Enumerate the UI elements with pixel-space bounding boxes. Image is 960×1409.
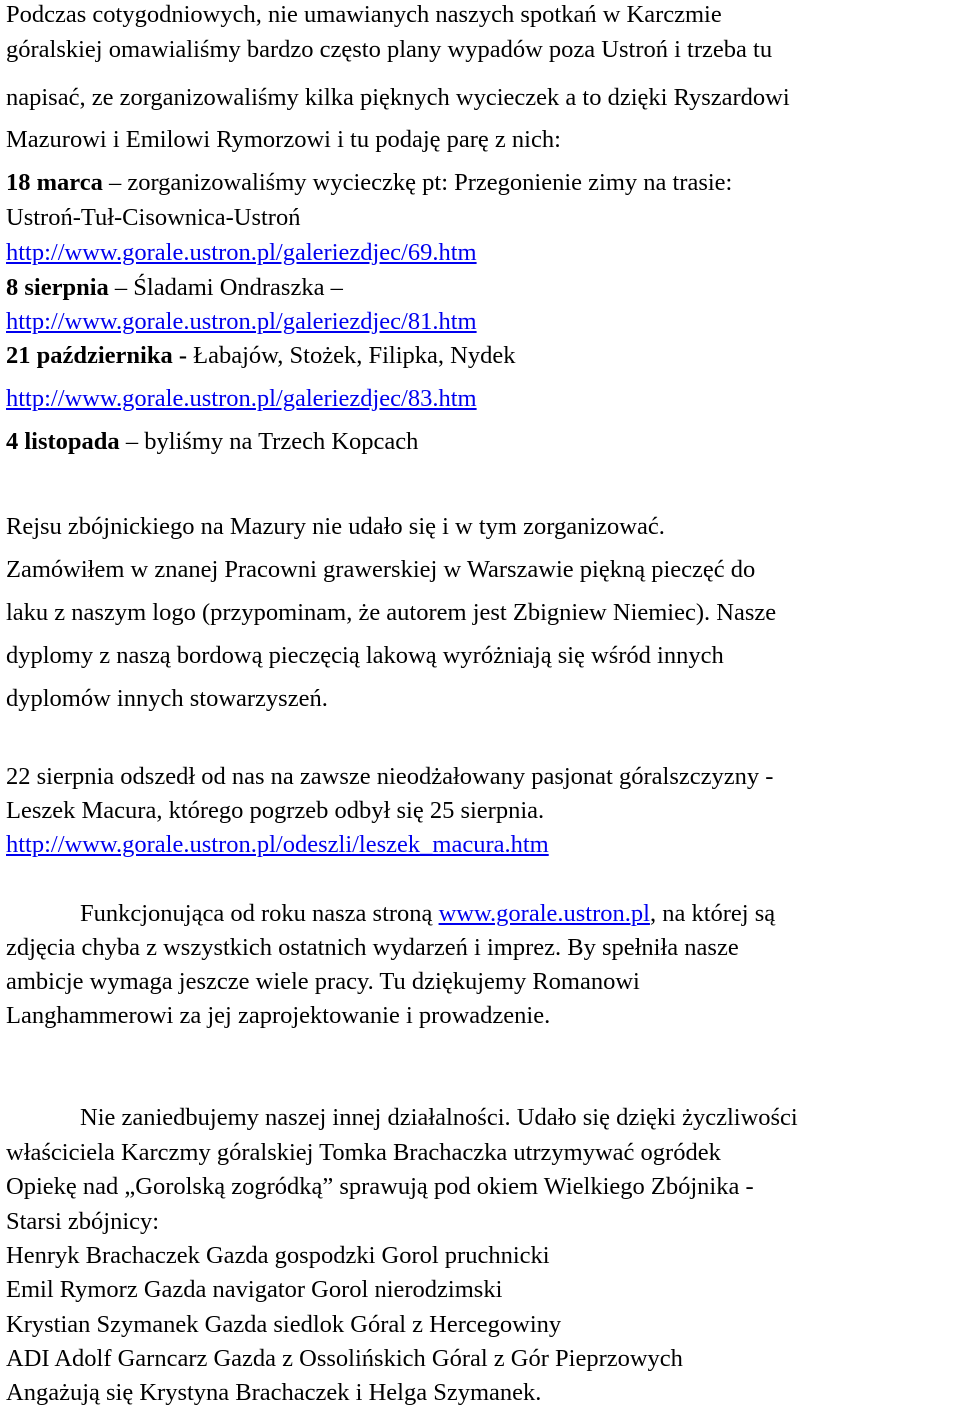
trip-4	[6, 430, 418, 455]
garden-line-9: Angażują się Krystyna Brachaczek i Helga Szymanek.	[6, 1379, 542, 1406]
intro-line-3: napisać, ze zorganizowaliśmy kilka pięknych wycieczek a to dzięki Ryszardowi	[6, 84, 790, 111]
garden-line-5: Henryk Brachaczek Gazda gospodzki Gorol pruchnicki	[6, 1242, 550, 1269]
trip-3-desc: Łabajów, Stożek, Filipka, Nydek	[187, 342, 516, 369]
macura-link-line	[6, 833, 549, 858]
seal-line-2: Zamówiłem w znanej Pracowni grawerskiej w Warszawie piękną pieczęć do	[6, 556, 756, 583]
trip-2-desc: – Śladami Ondraszka –	[108, 274, 343, 301]
trip-4-desc: – byliśmy na Trzech Kopcach	[119, 428, 419, 455]
garden-line-7: Krystian Szymanek Gazda siedlok Góral z Hercegowiny	[6, 1311, 562, 1338]
website-link[interactable]: www.gorale.ustron.pl	[438, 900, 650, 927]
garden-line-3: Opiekę nad „Gorolską zogródką” sprawują pod okiem Wielkiego Zbójnika -	[6, 1173, 754, 1200]
website-line-3: ambicje wymaga jeszcze wiele pracy. Tu dziękujemy Romanowi	[6, 968, 640, 995]
garden-line-8: ADI Adolf Garncarz Gazda z Ossolińskich Góral z Gór Pieprzowych	[6, 1345, 683, 1372]
website-line-2: zdjęcia chyba z wszystkich ostatnich wydarzeń i imprez. By spełniła nasze	[6, 934, 739, 961]
website-line-1	[80, 902, 775, 927]
website-line-4: Langhammerowi za jej zaprojektowanie i prowadzenie.	[6, 1002, 551, 1029]
trip-1-desc: – zorganizowaliśmy wycieczkę pt: Przegonienie zimy na trasie:	[102, 169, 733, 196]
website-text-before: Funkcjonująca od roku nasza stroną	[80, 900, 439, 927]
trip-4-date: 4 listopada	[6, 428, 120, 455]
garden-line-4: Starsi zbójnicy:	[6, 1208, 160, 1235]
trip-3	[6, 344, 515, 369]
trip-1-link[interactable]: http://www.gorale.ustron.pl/galeriezdjec/69.htm	[6, 239, 477, 266]
macura-line-2: Leszek Macura, którego pogrzeb odbył się 25 sierpnia.	[6, 797, 545, 824]
trip-2	[6, 276, 343, 301]
trip-3-date: 21 października -	[6, 342, 188, 369]
intro-line-2: góralskiej omawialiśmy bardzo często plany wypadów poza Ustroń i trzeba tu	[6, 36, 773, 63]
garden-line-2: właściciela Karczmy góralskiej Tomka Brachaczka utrzymywać ogródek	[6, 1139, 721, 1166]
macura-line-1: 22 sierpnia odszedł od nas na zawsze nieodżałowany pasjonat góralszczyzny -	[6, 763, 774, 790]
trip-2-link-line	[6, 310, 477, 335]
intro-line-1: Podczas cotygodniowych, nie umawianych naszych spotkań w Karczmie	[6, 1, 722, 28]
website-text-after: , na której są	[649, 900, 776, 927]
trip-2-date: 8 sierpnia	[6, 274, 109, 301]
intro-line-4: Mazurowi i Emilowi Rymorzowi i tu podaję parę z nich:	[6, 126, 561, 153]
garden-line-6: Emil Rymorz Gazda navigator Gorol nierodzimski	[6, 1276, 503, 1303]
trip-2-link[interactable]: http://www.gorale.ustron.pl/galeriezdjec/81.htm	[6, 308, 477, 335]
trip-1	[6, 171, 732, 196]
trip-1-route: Ustroń-Tuł-Cisownica-Ustroń	[6, 204, 301, 231]
trip-3-link-line	[6, 387, 477, 412]
seal-line-3: laku z naszym logo (przypominam, że autorem jest Zbigniew Niemiec). Nasze	[6, 599, 777, 626]
seal-line-4: dyplomy z naszą bordową pieczęcią lakową wyróżniają się wśród innych	[6, 642, 724, 669]
trip-1-link-line	[6, 241, 477, 266]
seal-line-1: Rejsu zbójnickiego na Mazury nie udało się i w tym zorganizować.	[6, 513, 665, 540]
macura-link[interactable]: http://www.gorale.ustron.pl/odeszli/leszek_macura.htm	[6, 831, 549, 858]
trip-1-date: 18 marca	[6, 169, 103, 196]
garden-line-1: Nie zaniedbujemy naszej innej działalności. Udało się dzięki życzliwości	[80, 1104, 798, 1131]
trip-3-link[interactable]: http://www.gorale.ustron.pl/galeriezdjec/83.htm	[6, 385, 477, 412]
seal-line-5: dyplomów innych stowarzyszeń.	[6, 685, 328, 712]
